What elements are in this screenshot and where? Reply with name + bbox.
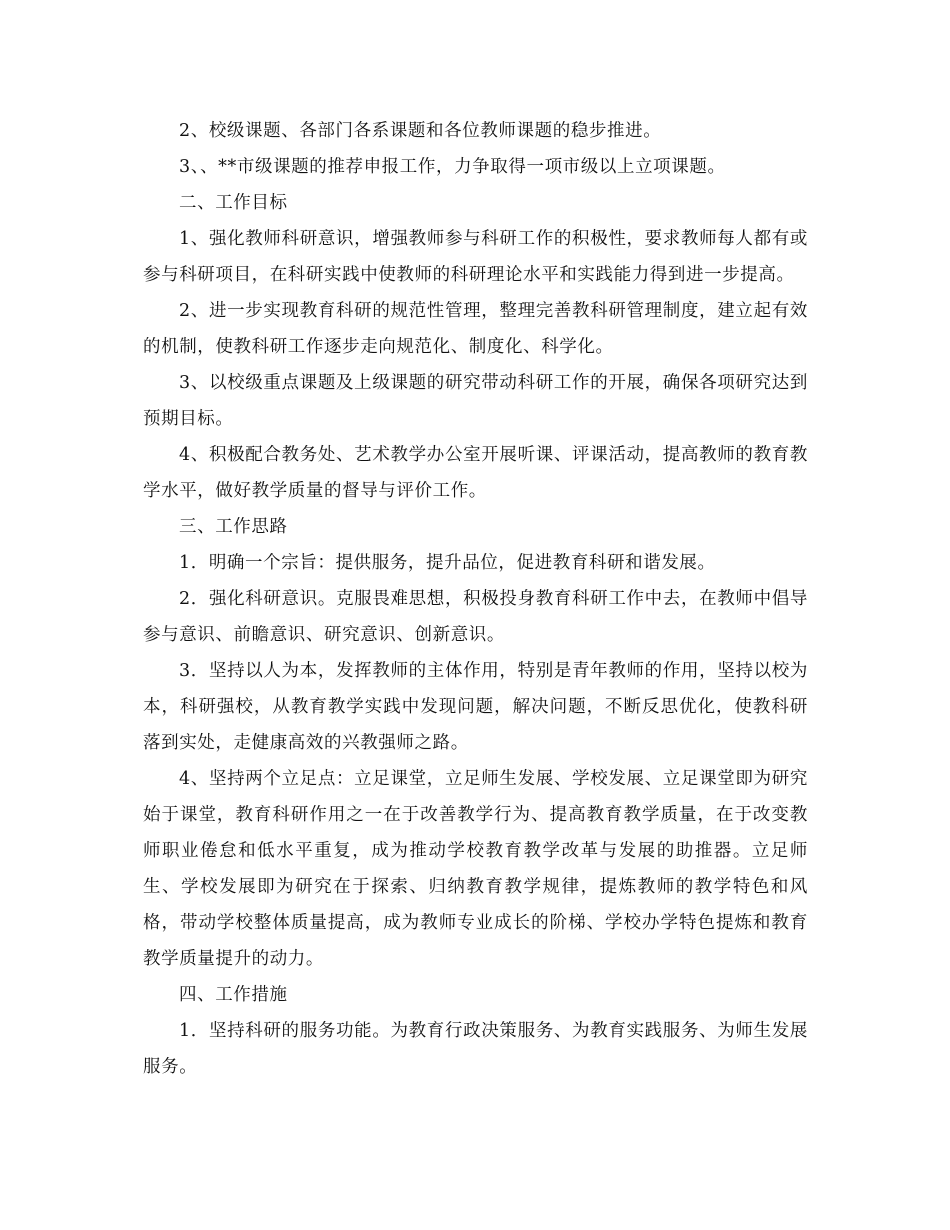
- paragraph-approach-4: 4、坚持两个立足点：立足课堂，立足师生发展、学校发展、立足课堂即为研究始于课堂，教育科研作用之一在于改善教学行为、提高教育教学质量，在于改变教师职业倦怠和低水平重复，成为推动学校教育教学改革与发展的助推器。立足师生、学校发展即为研究在于探索、归纳教育教学规律，提炼教师的教学特色和风格，带动学校整体质量提高，成为教师专业成长的阶梯、学校办学特色提炼和教育教学质量提升的动力。: [143, 769, 808, 969]
- paragraph-goal-3: 3、以校级重点课题及上级课题的研究带动科研工作的开展，确保各项研究达到预期目标。: [143, 373, 808, 429]
- paragraph-approach-1: 1．明确一个宗旨：提供服务，提升品位，促进教育科研和谐发展。: [179, 553, 716, 573]
- paragraph-approach-2: 2．强化科研意识。克服畏难思想，积极投身教育科研工作中去，在教师中倡导参与意识、前瞻意识、研究意识、创新意识。: [143, 589, 808, 645]
- paragraph-goal-1: 1、强化教师科研意识，增强教师参与科研工作的积极性，要求教师每人都有或参与科研项目，在科研实践中使教师的科研理论水平和实践能力得到进一步提高。: [143, 229, 808, 285]
- paragraph-approach-3: 3．坚持以人为本，发挥教师的主体作用，特别是青年教师的作用，坚持以校为本，科研强校，从教育教学实践中发现问题，解决问题，不断反思优化，使教科研落到实处，走健康高效的兴教强师之路。: [143, 661, 808, 753]
- section-heading-approach: 三、工作思路: [179, 517, 288, 537]
- paragraph-goal-4: 4、积极配合教务处、艺术教学办公室开展听课、评课活动，提高教师的教育教学水平，做好教学质量的督导与评价工作。: [143, 445, 808, 501]
- paragraph-measure-1: 1．坚持科研的服务功能。为教育行政决策服务、为教育实践服务、为师生发展服务。: [143, 1021, 808, 1077]
- section-heading-goals: 二、工作目标: [179, 193, 288, 213]
- paragraph-goal-2: 2、进一步实现教育科研的规范性管理，整理完善教科研管理制度，建立起有效的机制，使教科研工作逐步走向规范化、制度化、科学化。: [143, 301, 808, 357]
- section-heading-measures: 四、工作措施: [179, 985, 288, 1005]
- paragraph-city-topic-application: 3、、**市级课题的推荐申报工作，力争取得一项市级以上立项课题。: [179, 157, 726, 177]
- document-body: [143, 113, 808, 1085]
- paragraph-topic-progress: 2、校级课题、各部门各系课题和各位教师课题的稳步推进。: [179, 121, 662, 141]
